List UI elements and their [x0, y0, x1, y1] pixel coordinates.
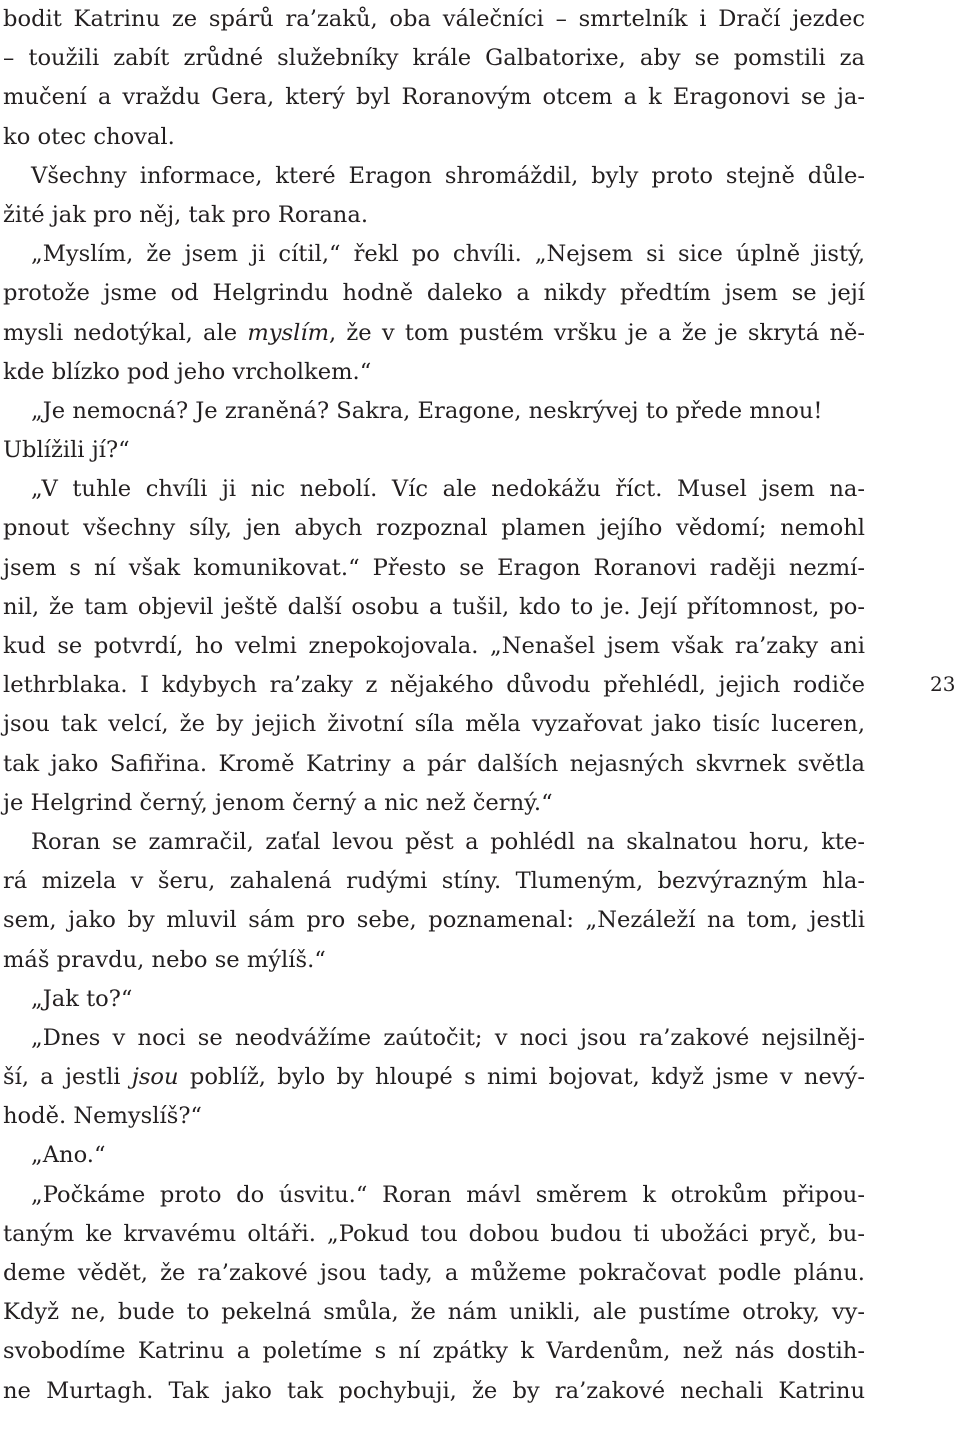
text-line: je Helgrind černý, jenom černý a nic než černý.“ [3, 789, 553, 816]
text-line: tak jako Safiřina. Kromě Katriny a pár dalších nejasných skvrnek světla [3, 750, 865, 777]
text-line: Ublížili jí?“ [3, 437, 130, 464]
text-line: žité jak pro něj, tak pro Rorana. [3, 201, 369, 228]
text-line: protože jsme od Helgrindu hodně daleko a nikdy předtím jsem se její [3, 280, 865, 307]
text-line: taným ke krvavému oltáři. „Pokud tou dobou budou ti ubožáci pryč, bu- [3, 1220, 865, 1247]
text-line: – toužili zabít zrůdné služebníky krále Galbatorixe, aby se pomstili za [3, 45, 865, 72]
text-line: „Ano.“ [31, 1142, 106, 1169]
text-line: svobodíme Katrinu a poletíme s ní zpátky k Vardenům, než nás dostih- [3, 1338, 865, 1365]
text-line: pnout všechny síly, jen abych rozpoznal plamen jejího vědomí; nemohl [3, 515, 865, 542]
text-span: , že v tom pustém vršku je a že je skrytá ně- [329, 319, 866, 346]
text-line: „Jak to?“ [31, 985, 133, 1012]
text-line: „Počkáme proto do úsvitu.“ Roran mávl směrem k otrokům připou- [31, 1181, 865, 1208]
text-line: rá mizela v šeru, zahalená rudými stíny. Tlumeným, bezvýrazným hla- [3, 868, 865, 895]
text-line: nil, že tam objevil ještě další osobu a tušil, kdo to je. Její přítomnost, po- [3, 593, 865, 620]
text-line: máš pravdu, nebo se mýlíš.“ [3, 946, 326, 973]
text-line [3, 314, 865, 353]
text-span: mysli nedotýkal, ale [3, 319, 248, 346]
text-line: jsou tak velcí, že by jejich životní síla měla vyzařovat jako tisíc luceren, [3, 711, 865, 738]
text-line: jsem s ní však komunikovat.“ Přesto se Eragon Roranovi raději nezmí- [3, 554, 865, 581]
body-text [3, 0, 865, 1411]
text-line: hodě. Nemyslíš?“ [3, 1103, 202, 1130]
text-line: „Dnes v noci se neodvážíme zaútočit; v noci jsou ra’zakové nejsilněj- [31, 1024, 865, 1051]
text-line: kde blízko pod jeho vrcholkem.“ [3, 358, 372, 385]
text-span: ší, a jestli [3, 1064, 132, 1091]
text-line: kud se potvrdí, ho velmi znepokojovala. „Nenašel jsem však ra’zaky ani [3, 633, 865, 659]
text-line: bodit Katrinu ze spárů ra’zaků, oba válečníci – smrtelník i Dračí jezdec [3, 6, 865, 32]
text-line: sem, jako by mluvil sám pro sebe, poznamenal: „Nezáleží na tom, jestli [3, 907, 865, 934]
text-line: ko otec choval. [3, 123, 175, 150]
emphasis-text: myslím [247, 319, 330, 346]
text-line: deme vědět, že ra’zakové jsou tady, a můžeme pokračovat podle plánu. [3, 1260, 865, 1286]
text-line: „Myslím, že jsem ji cítil,“ řekl po chvíli. „Nejsem si sice úplně jistý, [31, 241, 865, 268]
text-line: Všechny informace, které Eragon shromáždil, byly proto stejně důle- [31, 162, 865, 189]
text-line: ne Murtagh. Tak jako tak pochybuji, že by ra’zakové nechali Katrinu [3, 1377, 865, 1404]
text-line: „V tuhle chvíli ji nic nebolí. Víc ale nedokážu říct. Musel jsem na- [31, 476, 865, 503]
text-line [3, 1058, 865, 1097]
text-line: Když ne, bude to pekelná smůla, že nám unikli, ale pustíme otroky, vy- [3, 1299, 865, 1326]
text-span: poblíž, bylo by hloupé s nimi bojovat, když jsme v nevý- [178, 1064, 865, 1091]
emphasis-text: jsou [131, 1064, 179, 1091]
text-line: lethrblaka. I kdybych ra’zaky z nějakého důvodu přehlédl, jejich rodiče [3, 672, 865, 699]
text-line: Roran se zamračil, zaťal levou pěst a pohlédl na skalnatou horu, kte- [31, 828, 865, 855]
text-line: „Je nemocná? Je zraněná? Sakra, Eragone, neskrývej to přede mnou! [31, 397, 823, 424]
text-line: mučení a vraždu Gera, který byl Roranovým otcem a k Eragonovi se ja- [3, 84, 865, 111]
page-number: 23 [930, 672, 956, 696]
